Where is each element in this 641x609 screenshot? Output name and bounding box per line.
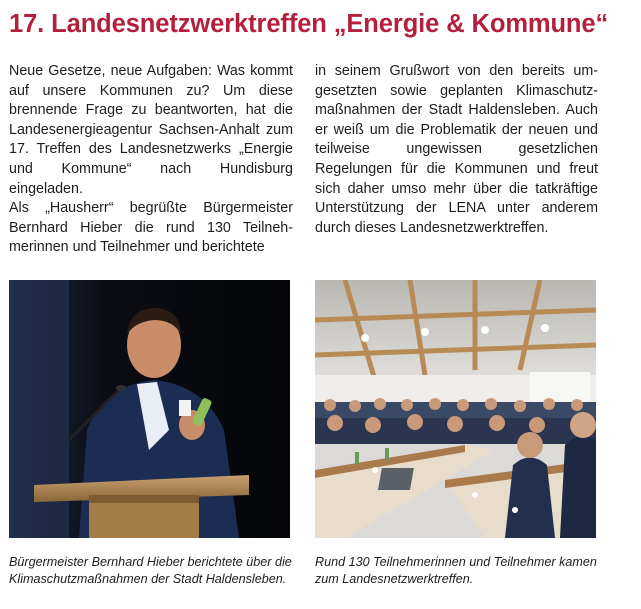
paragraph-host: Als „Hausherr“ begrüßte Bürgermeister Bernhard Hieber die rund 130 Teilnehmerinnen und Teilnehmer und berichtete: [9, 200, 293, 256]
caption-audience: Rund 130 Teilnehmerinnen und Teilnehmer kamen zum Landesnetzwerktreffen.: [315, 555, 597, 586]
text-column-left: [9, 62, 293, 258]
audience-illustration: [315, 280, 596, 538]
paragraph-intro: Neue Gesetze, neue Aufgaben: Was kommt auf unsere Kommunen zu? Um diese brennende Frage zu beantworten, hat die Landesenergieagentur Sachsen-Anhalt zum 17. Treffen des Landesnetzwerks „Energie und Kommune“ nach Hundisburg eingeladen.: [9, 63, 293, 197]
article-title: 17. Landesnetzwerktreffen „Energie & Kommune“: [9, 10, 609, 38]
photo-audience: [315, 280, 596, 538]
photo-speaker: [9, 280, 290, 538]
speaker-illustration: [9, 280, 290, 538]
paragraph-greeting: in seinem Grußwort von den bereits umgesetzten sowie geplanten Klimaschutzmaßnahmen der Stadt Haldensleben. Auch er weiß um die Problematik der neuen und teilweise ungewissen gesetzlichen Regelungen für die Kommunen und freut sich daher umso mehr über die tatkräftige Unterstützung der LENA unter anderem durch dieses Landesnetzwerktreffen.: [315, 63, 598, 236]
caption-speaker: Bürgermeister Bernhard Hieber berichtete über die Klimaschutzmaßnahmen der Stadt Haldensleben.: [9, 555, 292, 586]
text-column-right: [315, 62, 598, 238]
